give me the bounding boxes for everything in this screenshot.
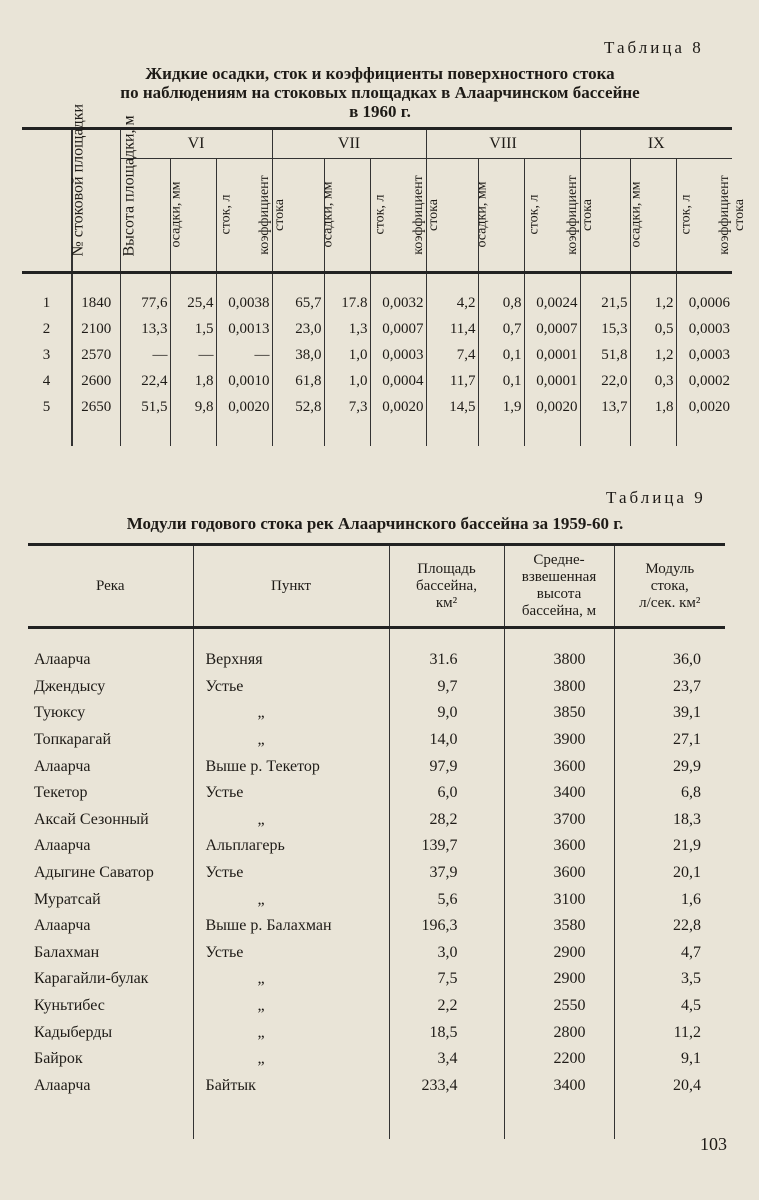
gauge-point: „ <box>193 966 389 993</box>
gauge-point: „ <box>193 727 389 754</box>
table8-title-line: Жидкие осадки, сток и коэффициенты поверхностного стока <box>145 64 615 83</box>
river-name: Топкарагай <box>34 731 112 749</box>
table8-month-header: VIII <box>426 129 580 159</box>
table8-cell: 0,0006 <box>676 290 732 316</box>
table8-cell: 1,8 <box>630 394 676 420</box>
river-name: Текетор <box>34 784 88 802</box>
runoff-modulus: 23,7 <box>614 674 725 701</box>
gauge-point: „ <box>193 1019 389 1046</box>
gauge-point: Выше р. Текетор <box>193 753 389 780</box>
table8-cell: 0,0020 <box>676 394 732 420</box>
table8-cell: 0,1 <box>478 368 524 394</box>
table8-cell: 0,0007 <box>524 316 580 342</box>
station-height: 2100 <box>72 316 120 342</box>
table8-cell: 0,0013 <box>216 316 272 342</box>
table8-cell: 0,0001 <box>524 342 580 368</box>
table8-cell: 25,4 <box>170 290 216 316</box>
basin-area: 28,2 <box>389 807 504 834</box>
table8-cell: 0,1 <box>478 342 524 368</box>
table8-cell: 22,4 <box>120 368 170 394</box>
table8-cell: 0,0024 <box>524 290 580 316</box>
table9-body <box>28 628 725 1140</box>
basin-area: 37,9 <box>389 860 504 887</box>
table8-cell: 22,0 <box>580 368 630 394</box>
table8-sub-header: осадки, мм <box>580 159 630 273</box>
table8-cell: 51,8 <box>580 342 630 368</box>
table9-header-area: Площадь бассейна, км² <box>389 545 504 628</box>
table-row <box>28 1073 725 1100</box>
table8-title-line: в 1960 г. <box>349 102 411 121</box>
table8-cell: 13,3 <box>120 316 170 342</box>
river-name: Куньтибес <box>34 997 105 1015</box>
table8-cell: 1,5 <box>170 316 216 342</box>
table8-cell: 21,5 <box>580 290 630 316</box>
river-name: Туюксу <box>34 704 86 722</box>
table8-cell: 0,0004 <box>370 368 426 394</box>
table8-title-line: по наблюдениям на стоковых площадках в Алаарчинском бассейне <box>120 83 640 102</box>
runoff-modulus: 27,1 <box>614 727 725 754</box>
river-name: Алаарча <box>34 651 91 669</box>
table-row <box>28 1046 725 1073</box>
station-height: 2600 <box>72 368 120 394</box>
table8-cell: 0,0020 <box>370 394 426 420</box>
basin-area: 18,5 <box>389 1019 504 1046</box>
gauge-point: Устье <box>193 674 389 701</box>
runoff-modulus: 1,6 <box>614 886 725 913</box>
river-name: Балахман <box>34 943 100 961</box>
river-name: Адыгине Саватор <box>34 864 154 882</box>
table9-header-river: Река <box>28 545 193 628</box>
mean-height: 2900 <box>504 966 614 993</box>
river-name: Кадыберды <box>34 1023 113 1041</box>
table8-cell: — <box>170 342 216 368</box>
table9-header-height: Средне- взвешенная высота бассейна, м <box>504 545 614 628</box>
table8-cell: — <box>120 342 170 368</box>
station-number: 1 <box>42 294 51 311</box>
table8-sub-header: сток, л <box>478 159 524 273</box>
river-name: Муратсай <box>34 890 101 908</box>
table-row <box>28 860 725 887</box>
basin-area: 7,5 <box>389 966 504 993</box>
runoff-modulus: 18,3 <box>614 807 725 834</box>
table-row <box>28 647 725 674</box>
table-row <box>28 1019 725 1046</box>
station-number: 5 <box>42 398 51 415</box>
river-name: Байрок <box>34 1050 83 1068</box>
table-row <box>28 700 725 727</box>
runoff-modulus: 4,5 <box>614 993 725 1020</box>
table8-cell: 0,0020 <box>524 394 580 420</box>
gauge-point: „ <box>193 993 389 1020</box>
mean-height: 3800 <box>504 647 614 674</box>
table8-cell: 15,3 <box>580 316 630 342</box>
table8-cell: 4,2 <box>426 290 478 316</box>
mean-height: 2200 <box>504 1046 614 1073</box>
table8-cell: 1,0 <box>324 368 370 394</box>
river-name: Алаарча <box>34 1076 91 1094</box>
river-name: Алаарча <box>34 837 91 855</box>
runoff-modulus: 22,8 <box>614 913 725 940</box>
table8-sub-header: осадки, мм <box>426 159 478 273</box>
basin-area: 9,0 <box>389 700 504 727</box>
mean-height: 3600 <box>504 860 614 887</box>
table8-body <box>22 273 732 447</box>
table8-cell: 51,5 <box>120 394 170 420</box>
table9-header-point: Пункт <box>193 545 389 628</box>
station-height: 2570 <box>72 342 120 368</box>
basin-area: 2,2 <box>389 993 504 1020</box>
table-row <box>28 833 725 860</box>
table-row <box>28 940 725 967</box>
gauge-point: Устье <box>193 860 389 887</box>
table8-cell: 23,0 <box>272 316 324 342</box>
table8-sub-header: сток, л <box>170 159 216 273</box>
table8-cell: 11,7 <box>426 368 478 394</box>
gauge-point: „ <box>193 700 389 727</box>
gauge-point: „ <box>193 1046 389 1073</box>
runoff-modulus: 3,5 <box>614 966 725 993</box>
river-name: Карагайли-булак <box>34 970 149 988</box>
table8-cell: 0,0003 <box>676 342 732 368</box>
table-row <box>28 727 725 754</box>
mean-height: 2800 <box>504 1019 614 1046</box>
table8-header-height: Высота площадки, м <box>72 129 120 273</box>
table8-cell: 0,0002 <box>676 368 732 394</box>
basin-area: 233,4 <box>389 1073 504 1100</box>
table8-cell: 52,8 <box>272 394 324 420</box>
table8-sub-header: сток, л <box>324 159 370 273</box>
gauge-point: „ <box>193 886 389 913</box>
table9-title: Модули годового стока рек Алаарчинского бассейна за 1959-60 г. <box>126 514 624 533</box>
station-number: 4 <box>42 372 51 389</box>
runoff-modulus: 9,1 <box>614 1046 725 1073</box>
table8-header-station: № стоковой площадки <box>22 129 72 273</box>
table-row <box>28 966 725 993</box>
basin-area: 31.6 <box>389 647 504 674</box>
table8-title <box>30 64 730 121</box>
mean-height: 3900 <box>504 727 614 754</box>
basin-area: 14,0 <box>389 727 504 754</box>
basin-area: 6,0 <box>389 780 504 807</box>
table8-cell: 0,8 <box>478 290 524 316</box>
table8-cell: 61,8 <box>272 368 324 394</box>
table8-cell: 11,4 <box>426 316 478 342</box>
table8-cell: 7,3 <box>324 394 370 420</box>
basin-area: 139,7 <box>389 833 504 860</box>
basin-area: 9,7 <box>389 674 504 701</box>
mean-height: 3700 <box>504 807 614 834</box>
table8-cell: 1,2 <box>630 290 676 316</box>
table8-cell: 1,9 <box>478 394 524 420</box>
table8-cell: 0,0032 <box>370 290 426 316</box>
table8-sub-header: коэффициент стока <box>216 159 272 273</box>
table-row <box>22 394 732 420</box>
mean-height: 3800 <box>504 674 614 701</box>
table-row <box>28 753 725 780</box>
table8-month-header: IX <box>580 129 732 159</box>
runoff-modulus: 21,9 <box>614 833 725 860</box>
basin-area: 196,3 <box>389 913 504 940</box>
runoff-modulus: 20,1 <box>614 860 725 887</box>
table-row <box>28 913 725 940</box>
table-row <box>28 780 725 807</box>
river-name: Аксай Сезонный <box>34 810 149 828</box>
table9 <box>28 543 725 1139</box>
river-name: Джендысу <box>34 677 106 695</box>
page-number: 103 <box>700 1134 727 1154</box>
basin-area: 5,6 <box>389 886 504 913</box>
table8-cell: 0,0001 <box>524 368 580 394</box>
runoff-modulus: 11,2 <box>614 1019 725 1046</box>
gauge-point: Альплагерь <box>193 833 389 860</box>
gauge-point: Выше р. Балахман <box>193 913 389 940</box>
table8-sub-header: сток, л <box>630 159 676 273</box>
table8-cell: 1,0 <box>324 342 370 368</box>
table8-cell: 0,5 <box>630 316 676 342</box>
table8-sub-header: коэффициент стока <box>370 159 426 273</box>
table-row <box>22 290 732 316</box>
table8-cell: 77,6 <box>120 290 170 316</box>
table-row <box>28 886 725 913</box>
basin-area: 3,0 <box>389 940 504 967</box>
table8-cell: 17.8 <box>324 290 370 316</box>
table8-sub-header: коэффициент стока <box>676 159 732 273</box>
mean-height: 3600 <box>504 753 614 780</box>
table8-cell: 0,0003 <box>676 316 732 342</box>
table-row <box>28 993 725 1020</box>
runoff-modulus: 36,0 <box>614 647 725 674</box>
gauge-point: Верхняя <box>193 647 389 674</box>
basin-area: 3,4 <box>389 1046 504 1073</box>
river-name: Алаарча <box>34 917 91 935</box>
table-row <box>22 342 732 368</box>
table8-cell: 14,5 <box>426 394 478 420</box>
basin-area: 97,9 <box>389 753 504 780</box>
table8-sub-header: осадки, мм <box>272 159 324 273</box>
runoff-modulus: 39,1 <box>614 700 725 727</box>
mean-height: 2900 <box>504 940 614 967</box>
table8-cell: 1,8 <box>170 368 216 394</box>
mean-height: 2550 <box>504 993 614 1020</box>
runoff-modulus: 4,7 <box>614 940 725 967</box>
station-height: 1840 <box>72 290 120 316</box>
table-row <box>22 368 732 394</box>
table8-cell: 0,0003 <box>370 342 426 368</box>
table8-cell: 1,2 <box>630 342 676 368</box>
station-number: 3 <box>42 346 51 363</box>
table8-cell: 0,0020 <box>216 394 272 420</box>
mean-height: 3400 <box>504 1073 614 1100</box>
runoff-modulus: 6,8 <box>614 780 725 807</box>
table8-cell: 0,0010 <box>216 368 272 394</box>
table-row <box>28 807 725 834</box>
mean-height: 3600 <box>504 833 614 860</box>
mean-height: 3100 <box>504 886 614 913</box>
runoff-modulus: 29,9 <box>614 753 725 780</box>
table8-cell: 0,0038 <box>216 290 272 316</box>
table9-header-modul: Модуль стока, л/сек. км² <box>614 545 725 628</box>
table8-cell: 0,0007 <box>370 316 426 342</box>
gauge-point: Байтык <box>193 1073 389 1100</box>
runoff-modulus: 20,4 <box>614 1073 725 1100</box>
table8-month-header: VII <box>272 129 426 159</box>
gauge-point: Устье <box>193 940 389 967</box>
gauge-point: Устье <box>193 780 389 807</box>
river-name: Алаарча <box>34 757 91 775</box>
table8-sub-header: коэффициент стока <box>524 159 580 273</box>
table8-cell: 0,7 <box>478 316 524 342</box>
table8-cell: 9,8 <box>170 394 216 420</box>
table8-sub-header: осадки, мм <box>120 159 170 273</box>
mean-height: 3850 <box>504 700 614 727</box>
table8-cell: — <box>216 342 272 368</box>
table8-label: Таблица 8 <box>604 38 704 57</box>
table8-cell: 38,0 <box>272 342 324 368</box>
table-row <box>28 674 725 701</box>
table8-cell: 7,4 <box>426 342 478 368</box>
gauge-point: „ <box>193 807 389 834</box>
table8-cell: 0,3 <box>630 368 676 394</box>
mean-height: 3580 <box>504 913 614 940</box>
station-number: 2 <box>42 320 51 337</box>
station-height: 2650 <box>72 394 120 420</box>
table9-label: Таблица 9 <box>606 488 706 507</box>
table8-cell: 13,7 <box>580 394 630 420</box>
table8-cell: 1,3 <box>324 316 370 342</box>
mean-height: 3400 <box>504 780 614 807</box>
table8-month-header: VI <box>120 129 272 159</box>
table8-cell: 65,7 <box>272 290 324 316</box>
table-row <box>22 316 732 342</box>
